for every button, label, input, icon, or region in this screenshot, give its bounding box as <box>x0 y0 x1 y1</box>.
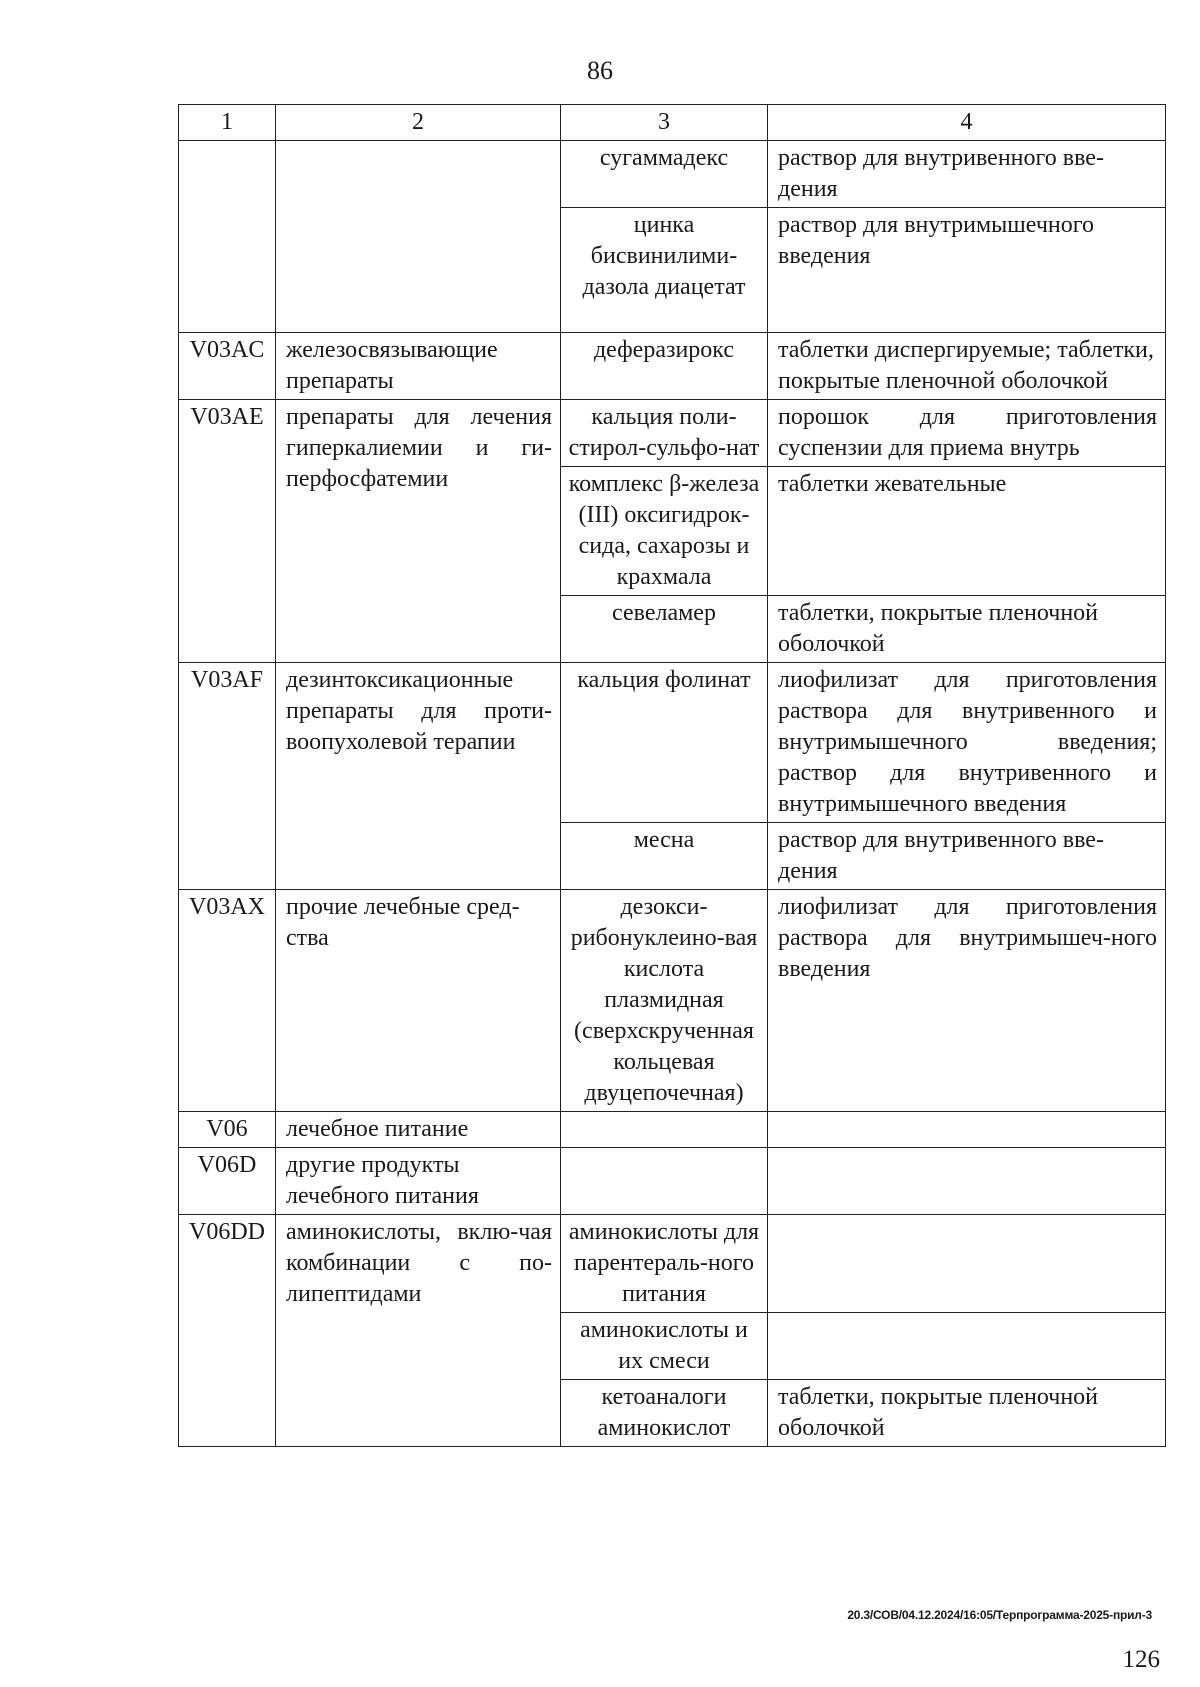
dosage-form-cell <box>768 1215 1166 1313</box>
page-number: 86 <box>587 56 613 85</box>
table-header <box>179 105 1166 141</box>
table-body <box>179 141 1166 1447</box>
table-row <box>179 141 1166 208</box>
table-row <box>179 400 1166 467</box>
drug-name-cell <box>561 1148 768 1215</box>
dosage-form-cell <box>768 1313 1166 1380</box>
header-col-1: 1 <box>179 105 276 141</box>
table-row <box>179 1112 1166 1148</box>
group-cell: препараты для лечения гиперкалиемии и ги-перфосфатемии <box>276 400 561 663</box>
drug-name-cell: сугаммадекс <box>561 141 768 208</box>
code-cell: V06 <box>179 1112 276 1148</box>
dosage-form-cell: лиофилизат для приготовления раствора для внутривенного и внутримышечного введения; раствор для внутривенного и внутримышечного введения <box>768 663 1166 823</box>
group-cell: другие продукты лечебного питания <box>276 1148 561 1215</box>
medication-table <box>178 104 1166 1447</box>
dosage-form-cell: порошок для приготовления суспензии для приема внутрь <box>768 400 1166 467</box>
group-cell <box>276 141 561 333</box>
group-cell: прочие лечебные сред-ства <box>276 890 561 1112</box>
drug-name-cell: месна <box>561 823 768 890</box>
group-cell: железосвязывающие препараты <box>276 333 561 400</box>
header-col-4: 4 <box>768 105 1166 141</box>
header-col-3: 3 <box>561 105 768 141</box>
code-cell: V03AF <box>179 663 276 890</box>
table-row <box>179 1148 1166 1215</box>
dosage-form-cell: раствор для внутривенного вве-дения <box>768 141 1166 208</box>
dosage-form-cell: лиофилизат для приготовления раствора для внутримышеч-ного введения <box>768 890 1166 1112</box>
code-cell: V03AE <box>179 400 276 663</box>
dosage-form-cell: таблетки, покрытые пленочной оболочкой <box>768 1380 1166 1447</box>
table-row <box>179 333 1166 400</box>
code-cell <box>179 141 276 333</box>
document-page-number: 126 <box>1122 1646 1160 1673</box>
code-cell: V06D <box>179 1148 276 1215</box>
table-row <box>179 890 1166 1112</box>
dosage-form-cell: раствор для внутривенного вве-дения <box>768 823 1166 890</box>
drug-name-cell: комплекс β-железа (III) оксигидрок-сида, сахарозы и крахмала <box>561 467 768 596</box>
dosage-form-cell <box>768 1112 1166 1148</box>
header-row <box>179 105 1166 141</box>
code-cell: V03AX <box>179 890 276 1112</box>
drug-name-cell: дезокси-рибонуклеино-вая кислота плазмидная (сверхскрученная кольцевая двуцепочечная) <box>561 890 768 1112</box>
drug-name-cell: севеламер <box>561 596 768 663</box>
code-cell: V03AC <box>179 333 276 400</box>
drug-name-cell: деферазирокс <box>561 333 768 400</box>
drug-name-cell: аминокислоты и их смеси <box>561 1313 768 1380</box>
group-cell: аминокислоты, вклю-чая комбинации с по-липептидами <box>276 1215 561 1447</box>
header-col-2: 2 <box>276 105 561 141</box>
drug-name-cell: кетоаналоги аминокислот <box>561 1380 768 1447</box>
group-cell: дезинтоксикационные препараты для проти-воопухолевой терапии <box>276 663 561 890</box>
drug-name-cell: кальция фолинат <box>561 663 768 823</box>
drug-name-cell: цинка бисвинилими-дазола диацетат <box>561 208 768 333</box>
dosage-form-cell: таблетки, покрытые пленочной оболочкой <box>768 596 1166 663</box>
table-row <box>179 663 1166 823</box>
dosage-form-cell: таблетки жевательные <box>768 467 1166 596</box>
dosage-form-cell: раствор для внутримышечного введения <box>768 208 1166 333</box>
dosage-form-cell <box>768 1148 1166 1215</box>
drug-name-cell: кальция поли-стирол-сульфо-нат <box>561 400 768 467</box>
footer-stamp: 20.3/СОВ/04.12.2024/16:05/Терпрограмма-2025-прил-3 <box>847 1608 1152 1622</box>
code-cell: V06DD <box>179 1215 276 1447</box>
drug-name-cell: аминокислоты для парентераль-ного питания <box>561 1215 768 1313</box>
group-cell: лечебное питание <box>276 1112 561 1148</box>
table-row <box>179 1215 1166 1313</box>
drug-name-cell <box>561 1112 768 1148</box>
dosage-form-cell: таблетки диспергируемые; таблетки, покрытые пленочной оболочкой <box>768 333 1166 400</box>
